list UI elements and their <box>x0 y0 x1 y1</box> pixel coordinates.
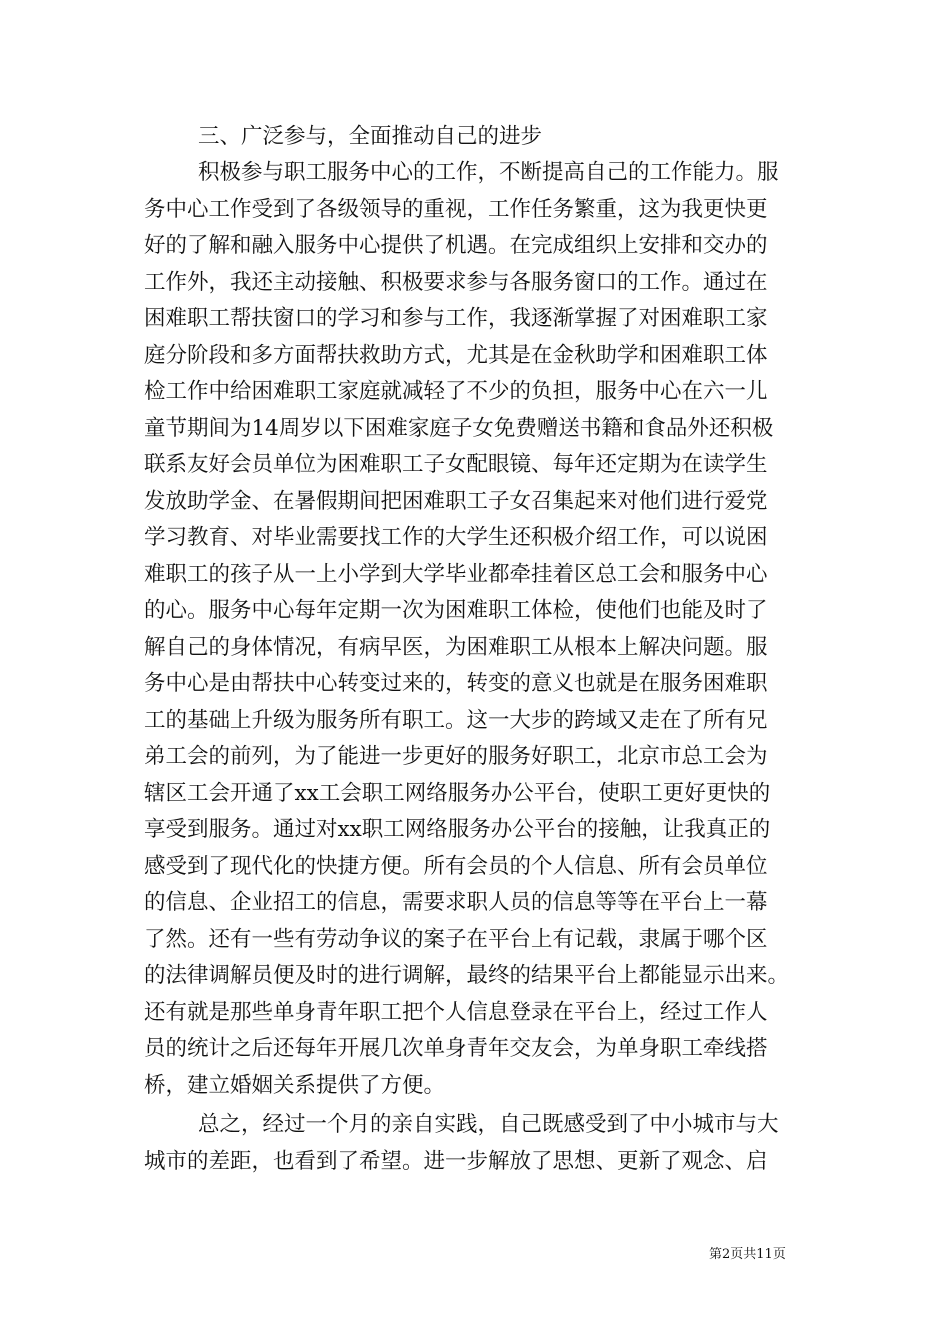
paragraph-line: 学习教育、对毕业需要找工作的大学生还积极介绍工作，可以说困 <box>144 525 768 550</box>
paragraph-line: 总之，经过一个月的亲自实践，自己既感受到了中小城市与大 <box>198 1112 779 1137</box>
paragraph-line: 积极参与职工服务中心的工作，不断提高自己的工作能力。服 <box>198 160 779 185</box>
paragraph-line: 务中心工作受到了各级领导的重视，工作任务繁重，这为我更快更 <box>144 197 768 222</box>
paragraph-line: 难职工的孩子从一上小学到大学毕业都牵挂着区总工会和服务中心 <box>144 562 768 587</box>
page-number-footer: 第2页共11页 <box>709 1247 786 1262</box>
paragraph-line: 感受到了现代化的快捷方便。所有会员的个人信息、所有会员单位 <box>144 854 768 879</box>
paragraph-line: 困难职工帮扶窗口的学习和参与工作，我逐渐掌握了对困难职工家 <box>144 306 768 331</box>
paragraph-line: 工的基础上升级为服务所有职工。这一大步的跨域又走在了所有兄 <box>144 708 768 733</box>
paragraph-line: 的心。服务中心每年定期一次为困难职工体检，使他们也能及时了 <box>144 598 768 623</box>
paragraph-line: 桥，建立婚姻关系提供了方便。 <box>144 1073 446 1098</box>
paragraph-line: 员的统计之后还每年开展几次单身青年交友会，为单身职工牵线搭 <box>144 1036 768 1061</box>
paragraph-line: 的信息、企业招工的信息，需要求职人员的信息等等在平台上一幕 <box>144 890 768 915</box>
paragraph-line: 工作外，我还主动接触、积极要求参与各服务窗口的工作。通过在 <box>144 270 768 295</box>
paragraph-line: 辖区工会开通了xx工会职工网络服务办公平台，使职工更好更快的 <box>144 781 771 806</box>
paragraph-line: 童节期间为14周岁以下困难家庭子女免费赠送书籍和食品外还积极 <box>144 416 774 441</box>
paragraph-line: 联系友好会员单位为困难职工子女配眼镜、每年还定期为在读学生 <box>144 452 768 477</box>
paragraph-line: 城市的差距，也看到了希望。进一步解放了思想、更新了观念、启 <box>144 1149 768 1174</box>
paragraph-line: 享受到服务。通过对xx职工网络服务办公平台的接触，让我真正的 <box>144 817 771 842</box>
paragraph-line: 好的了解和融入服务中心提供了机遇。在完成组织上安排和交办的 <box>144 233 768 258</box>
paragraph-line: 发放助学金、在暑假期间把困难职工子女召集起来对他们进行爱党 <box>144 489 768 514</box>
paragraph-line: 的法律调解员便及时的进行调解，最终的结果平台上都能显示出来。 <box>144 963 790 988</box>
paragraph-line: 弟工会的前列，为了能进一步更好的服务好职工，北京市总工会为 <box>144 744 768 769</box>
paragraph-line: 解自己的身体情况，有病早医，为困难职工从根本上解决问题。服 <box>144 635 768 660</box>
paragraph-line: 了然。还有一些有劳动争议的案子在平台上有记载，隶属于哪个区 <box>144 927 768 952</box>
paragraph-line: 检工作中给困难职工家庭就减轻了不少的负担，服务中心在六一儿 <box>144 379 768 404</box>
paragraph-line: 务中心是由帮扶中心转变过来的，转变的意义也就是在服务困难职 <box>144 671 768 696</box>
paragraph-line: 还有就是那些单身青年职工把个人信息登录在平台上，经过工作人 <box>144 1000 768 1025</box>
section-heading: 三、广泛参与，全面推动自己的进步 <box>198 124 543 149</box>
paragraph-line: 庭分阶段和多方面帮扶救助方式，尤其是在金秋助学和困难职工体 <box>144 343 768 368</box>
